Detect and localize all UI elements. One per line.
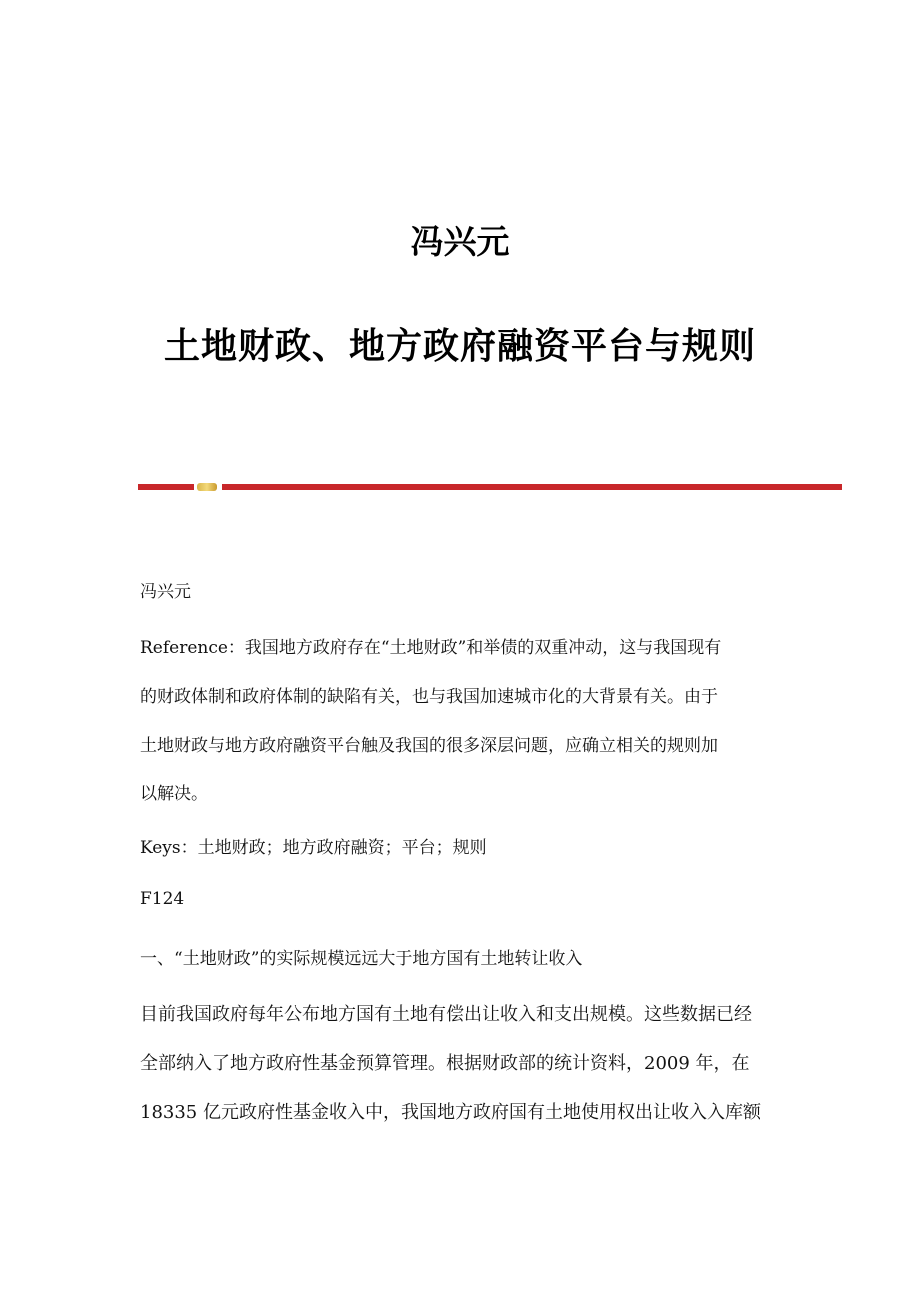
document-title: 土地财政、地方政府融资平台与规则 [163,326,756,367]
classification-code: F124 [140,889,185,909]
keywords-line: Keys：土地财政；地方政府融资；平台；规则 [140,838,487,858]
title-divider-left [138,484,194,490]
author-title: 冯兴元 [410,222,510,261]
divider-ornament-icon [197,483,217,491]
section-heading: 一、“土地财政”的实际规模远远大于地方国有土地转让收入 [140,949,583,969]
abstract-line: 以解决。 [140,784,208,804]
body-paragraph-line: 全部纳入了地方政府性基金预算管理。根据财政部的统计资料，2009 年，在 [140,1053,750,1074]
abstract-line: 土地财政与地方政府融资平台触及我国的很多深层问题，应确立相关的规则加 [140,736,718,756]
title-divider-right [222,484,842,490]
body-paragraph-line: 18335 亿元政府性基金收入中，我国地方政府国有土地使用权出让收入入库额 [140,1102,761,1123]
author-line: 冯兴元 [140,582,191,602]
abstract-line: 的财政体制和政府体制的缺陷有关，也与我国加速城市化的大背景有关。由于 [140,687,718,707]
abstract-line: Reference：我国地方政府存在“土地财政”和举债的双重冲动，这与我国现有 [140,638,722,658]
body-paragraph-line: 目前我国政府每年公布地方国有土地有偿出让收入和支出规模。这些数据已经 [140,1004,752,1025]
